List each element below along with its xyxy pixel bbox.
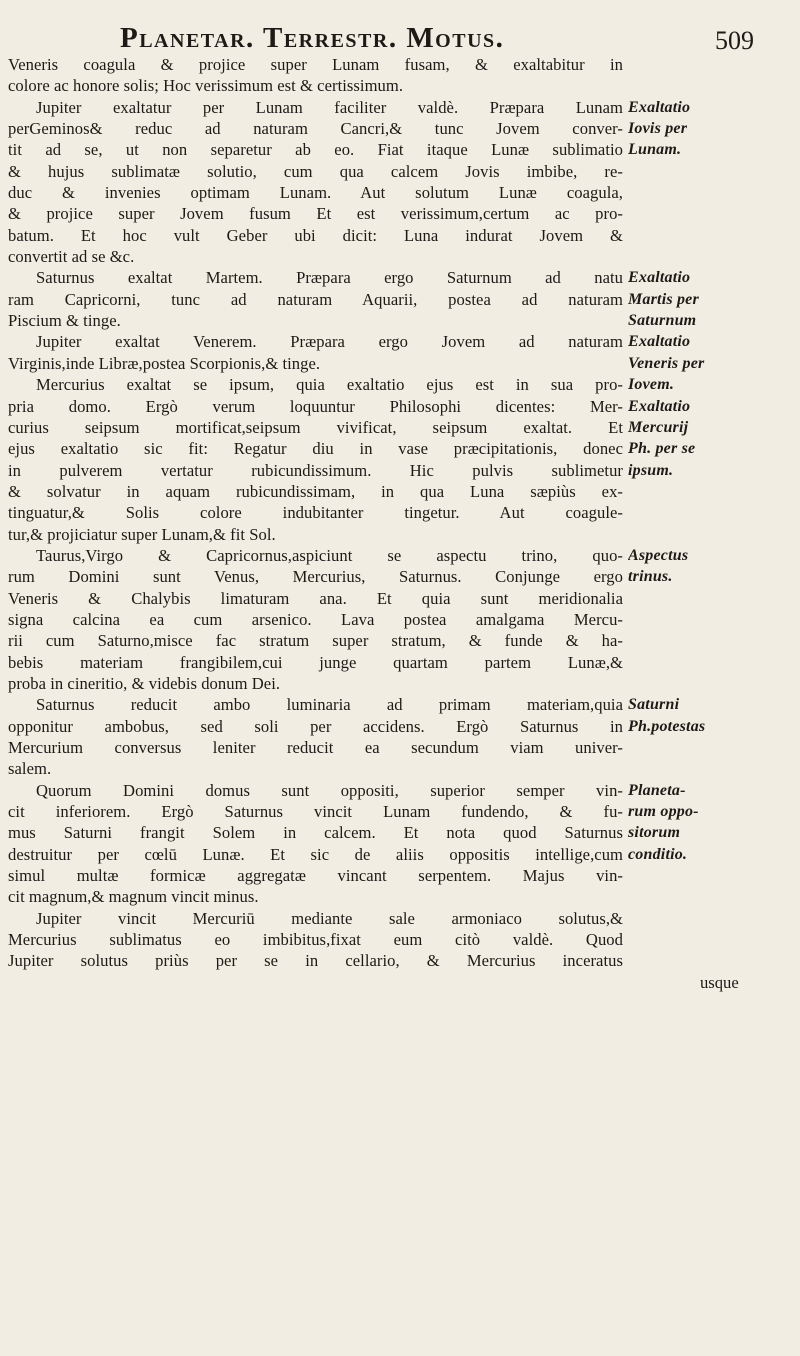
line-text: tinguatur,& Solis colore indubitanter tingetur. Aut coagule- (8, 503, 623, 523)
line-text: Mercurius exaltat se ipsum, quia exaltatio ejus est in sua pro- (36, 375, 623, 395)
line-text: perGeminos& reduc ad naturam Cancri,& tunc Jovem conver- (8, 119, 623, 139)
text-line (0, 75, 786, 96)
line-text: duc & invenies optimam Lunam. Aut solutum Lunæ coagula, (8, 183, 623, 203)
text-line (0, 460, 786, 481)
text-line (0, 630, 786, 651)
line-text: Saturnus exaltat Martem. Præpara ergo Saturnum ad natu (36, 268, 623, 288)
marginal-note: rum oppo- (628, 803, 699, 821)
marginal-note: Iovis per (628, 120, 688, 138)
line-text: signa calcina ea cum arsenico. Lava postea amalgama Mercu- (8, 609, 623, 629)
marginal-note: Exaltatio (628, 269, 691, 287)
marginal-note: Saturni (628, 696, 680, 714)
marginal-note: Martis per (628, 290, 699, 308)
marginal-note: Veneris per (628, 354, 705, 372)
text-line (0, 588, 786, 609)
text-line (0, 225, 786, 246)
text-line (0, 694, 786, 715)
text-line (0, 524, 786, 545)
marginal-note: Exaltatio (628, 333, 691, 351)
text-line (0, 545, 786, 566)
text-line (0, 54, 786, 75)
text-line (0, 310, 786, 331)
line-text: & solvatur in aquam rubicundissimam, in qua Luna sæpiùs ex- (8, 481, 623, 501)
line-text: bebis materiam frangibilem,cui junge quartam partem Lunæ,& (8, 652, 623, 672)
line-text: colore ac honore solis; Hoc verissimum est & certissimum. (8, 76, 404, 96)
running-title: Planetar. Terrestr. Motus. (120, 22, 505, 54)
catchword: usque (700, 972, 739, 992)
line-text: Veneris coagula & projice super Lunam fusam, & exaltabitur in (8, 55, 623, 74)
line-text: ram Capricorni, tunc ad naturam Aquarii, postea ad naturam (8, 289, 623, 309)
text-line (0, 396, 786, 417)
line-text: salem. (8, 759, 52, 779)
text-line (0, 886, 786, 907)
page-number: 509 (715, 26, 754, 55)
line-text: Jupiter vincit Mercuriū mediante sale armoniaco solutus,& (36, 908, 623, 928)
text-line (0, 97, 786, 118)
text-line (0, 203, 786, 224)
body-text (0, 54, 786, 972)
marginal-note: ipsum. (628, 461, 674, 479)
line-text: rum Domini sunt Venus, Mercurius, Saturnus. Conjunge ergo (8, 567, 623, 587)
line-text: cit magnum,& magnum vincit minus. (8, 887, 259, 907)
line-text: proba in cineritio, & videbis donum Dei. (8, 673, 281, 693)
line-text: Jupiter exaltat Venerem. Præpara ergo Jovem ad naturam (36, 332, 623, 352)
text-line (0, 780, 786, 801)
text-line (0, 950, 786, 971)
line-text: Piscium & tinge. (8, 311, 121, 331)
text-line (0, 737, 786, 758)
text-line (0, 438, 786, 459)
line-text: ejus exaltatio sic fit: Regatur diu in vase præcipitationis, donec (8, 439, 623, 459)
text-line (0, 161, 786, 182)
marginal-note: trinus. (628, 568, 673, 586)
line-text: Jupiter exaltatur per Lunam faciliter valdè. Præpara Lunam (36, 97, 623, 117)
line-text: tur,& projiciatur super Lunam,& fit Sol. (8, 524, 276, 544)
catchword-line (0, 972, 786, 993)
page-header (0, 14, 786, 54)
marginal-note: Ph. per se (628, 440, 696, 458)
text-line (0, 758, 786, 779)
line-text: Saturnus reducit ambo luminaria ad primam materiam,quia (36, 695, 623, 715)
line-text: Mercurium conversus leniter reducit ea secundum viam univer- (8, 738, 623, 757)
text-line (0, 566, 786, 587)
line-text: mus Saturni frangit Solem in calcem. Et nota quod Saturnus (8, 823, 623, 843)
line-text: Virginis,inde Libræ,postea Scorpionis,& tinge. (8, 353, 321, 373)
line-text: curius seipsum mortificat,seipsum vivificat, seipsum exaltat. Et (8, 417, 623, 437)
text-line (0, 673, 786, 694)
marginal-note: Planeta- (628, 781, 686, 799)
marginal-note: Mercurij (628, 418, 689, 436)
line-text: in pulverem vertatur rubicundissimum. Hic pulvis sublimetur (8, 460, 623, 480)
line-text: & projice super Jovem fusum Et est verissimum,certum ac pro- (8, 204, 623, 224)
marginal-note: Ph.potestas (628, 717, 706, 735)
text-line (0, 246, 786, 267)
text-line (0, 822, 786, 843)
line-text: cit inferiorem. Ergò Saturnus vincit Lunam fundendo, & fu- (8, 802, 623, 822)
text-line (0, 267, 786, 288)
line-text: Jupiter solutus priùs per se in cellario, & Mercurius inceratus (8, 951, 623, 971)
line-text: destruitur per cœlū Lunæ. Et sic de aliis oppositis intellige,cum (8, 844, 623, 864)
text-line (0, 139, 786, 160)
text-line (0, 481, 786, 502)
line-text: Mercurius sublimatus eo imbibitus,fixat eum citò valdè. Quod (8, 930, 623, 950)
text-line (0, 929, 786, 950)
line-text: Taurus,Virgo & Capricornus,aspiciunt se aspectu trino, quo- (36, 545, 623, 565)
line-text: batum. Et hoc vult Geber ubi dicit: Luna indurat Jovem & (8, 225, 623, 245)
text-line (0, 331, 786, 352)
text-line (0, 182, 786, 203)
line-text: opponitur ambobus, sed soli per accidens. Ergò Saturnus in (8, 716, 623, 736)
text-line (0, 865, 786, 886)
line-text: simul multæ formicæ aggregatæ vincant serpentem. Majus vin- (8, 866, 623, 886)
marginal-note: sitorum (628, 824, 681, 842)
text-line (0, 716, 786, 737)
text-line (0, 844, 786, 865)
text-line (0, 417, 786, 438)
marginal-note: Lunam. (628, 141, 682, 159)
text-line (0, 118, 786, 139)
marginal-note: Aspectus (628, 546, 689, 564)
line-text: rii cum Saturno,misce fac stratum super stratum, & funde & ha- (8, 631, 623, 651)
line-text: convertit ad se &c. (8, 247, 135, 267)
marginal-note: Iovem. (628, 376, 675, 394)
line-text: pria domo. Ergò verum loquuntur Philosophi dicentes: Mer- (8, 396, 623, 416)
text-line (0, 289, 786, 310)
marginal-note: Saturnum (628, 312, 697, 330)
line-text: Veneris & Chalybis limaturam ana. Et quia sunt meridionalia (8, 588, 623, 608)
text-line (0, 353, 786, 374)
marginal-note: conditio. (628, 845, 688, 863)
text-line (0, 908, 786, 929)
text-line (0, 502, 786, 523)
text-line (0, 374, 786, 395)
line-text: & hujus sublimatæ solutio, cum qua calcem Jovis imbibe, re- (8, 161, 623, 181)
marginal-note: Exaltatio (628, 98, 691, 116)
text-line (0, 652, 786, 673)
marginal-note: Exaltatio (628, 397, 691, 415)
line-text: tit ad se, ut non separetur ab eo. Fiat itaque Lunæ sublimatio (8, 140, 623, 160)
line-text: Quorum Domini domus sunt oppositi, superior semper vin- (36, 780, 623, 800)
text-line (0, 609, 786, 630)
text-line (0, 801, 786, 822)
